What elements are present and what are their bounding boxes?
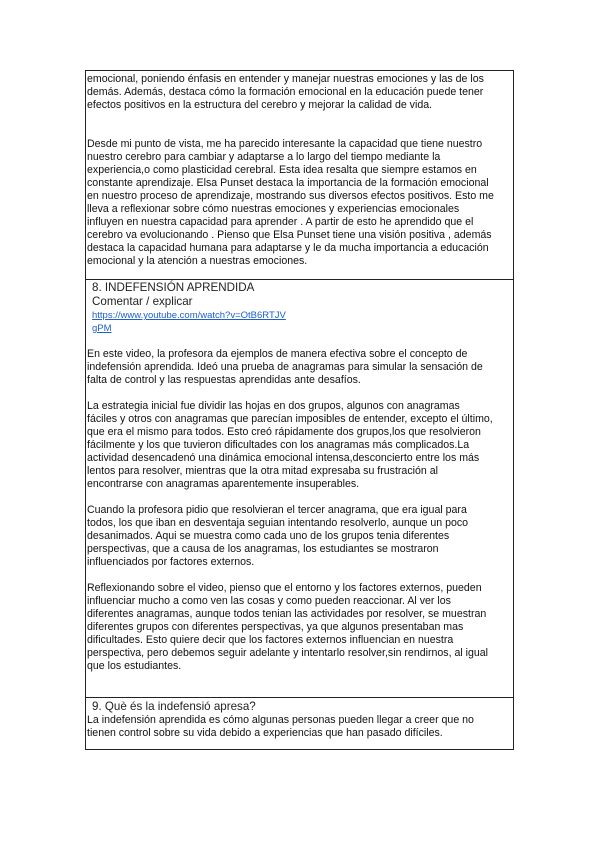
text-line: fácilmente y los que tuvieron dificultades con los anagramas más complicados.La — [87, 439, 470, 451]
text-line: demás. Además, destaca cómo la formación emocional en la educación puede tener — [87, 86, 484, 98]
text-line: lentos para resolver, mientras que la otra mitad expresaba su frustración al — [87, 465, 438, 477]
text-line: Reflexionando sobre el video, pienso que el entorno y los factores externos, pueden — [87, 582, 482, 594]
paragraph — [86, 73, 513, 112]
text-line: perspectiva, pero debemos seguir adelante y intentarlo resolver,sin rendirnos, al igual — [87, 647, 489, 659]
paragraph — [86, 400, 513, 491]
section-title: 9. Què és la indefensió apresa? — [92, 700, 256, 713]
text-line: todos, los que iban en desventaja seguian intentando resolverlo, aunque un poco — [87, 517, 469, 529]
text-line: dificultades. Esto quiere decir que los factores externos influencian en nuestra — [87, 634, 454, 646]
text-line: nuestro cerebro para cambiar y adaptarse a lo largo del tiempo mediante la — [87, 151, 441, 163]
text-line: Desde mi punto de vista, me ha parecido interesante la capacidad que tiene nuestro — [87, 138, 483, 150]
text-line: influenciados por factores externos. — [87, 556, 255, 568]
paragraph — [86, 504, 513, 569]
text-line: experiencia,o como plasticidad cerebral. Esta idea resalta que siempre estamos en — [87, 164, 477, 176]
text-line: cerebro va evolucionando . Pienso que Elsa Punset tiene una visión positiva , además — [87, 229, 492, 241]
text-line: emocional y la atención a nuestras emociones. — [87, 255, 308, 267]
text-line: falta de control y las respuestas aprendidas ante desafíos. — [87, 374, 361, 386]
text-line: perspectivas, que a causa de los anagramas, los estudiantes se mostraron — [87, 543, 439, 555]
text-line: desanimados. Aqui se muestra como cada uno de los grupos tenia diferentes — [87, 530, 450, 542]
text-line: efectos positivos en la estructura del cerebro y mejorar la calidad de vida. — [87, 99, 433, 111]
paragraph — [86, 348, 513, 387]
text-line: en nuestro proceso de aprendizaje, mostrando sus diversos efectos positivos. Esto me — [87, 190, 494, 202]
document-table — [85, 70, 514, 750]
video-link-line[interactable]: https://www.youtube.com/watch?v=OtB6RTJV — [92, 310, 286, 321]
text-line: destaca la capacidad humana para adaptarse y le da mucha importancia a educación — [87, 242, 489, 254]
text-line: diferentes grupos con diferentes perspectivas, ya que algunos presentaban mas — [87, 621, 464, 633]
text-line: constante aprendizaje. Elsa Punset destaca la importancia de la formación emocional — [87, 177, 489, 189]
text-line: Cuando la profesora pidio que resolvieran el tercer anagrama, que era igual para — [87, 504, 467, 516]
text-line: lleva a reflexionar sobre cómo nuestras emociones y experiencias emocionales — [87, 203, 460, 215]
text-line: actividad desencadenó una dinámica emocional intensa,desconcierto entre los más — [87, 452, 480, 464]
video-link[interactable] — [86, 309, 513, 335]
text-line: emocional, poniendo énfasis en entender y manejar nuestras emociones y las de los — [87, 73, 484, 85]
video-link-line[interactable]: gPM — [92, 323, 112, 334]
text-line: tienen control sobre su vida debido a experiencias que han pasado difíciles. — [87, 727, 443, 739]
section-subtitle: Comentar / explicar — [92, 295, 193, 308]
text-line: En este video, la profesora da ejemplos de manera efectiva sobre el concepto de — [87, 348, 468, 360]
paragraph — [86, 138, 513, 268]
text-line: La indefensión aprendida es cómo algunas personas pueden llegar a creer que no — [87, 714, 474, 726]
text-line: indefensión aprendida. Ideó una prueba de anagramas para simular la sensación de — [87, 361, 483, 373]
text-line: encontrarse con anagramas aparentemente insuperables. — [87, 478, 360, 490]
text-line: fáciles y otros con anagramas que parecían imposibles de entender, excepto el último, — [87, 413, 493, 425]
section-8-cell — [86, 279, 513, 699]
text-line: La estrategia inicial fue dividir las hojas en dos grupos, algunos con anagramas — [87, 400, 460, 412]
text-line: que era el mismo para todos. Esto creó rápidamente dos grupos,los que resolvieron — [87, 426, 481, 438]
section-9-cell — [86, 697, 513, 752]
section-7-cell — [86, 71, 513, 281]
text-line: influenciar mucho a como ven las cosas y como pueden reaccionar. Al ver los — [87, 595, 451, 607]
text-line: influyen en nuestra capacidad para aprender . A partir de esto he aprendido que el — [87, 216, 474, 228]
paragraph — [86, 714, 513, 740]
text-line: que los estudiantes. — [87, 660, 182, 672]
text-line: diferentes anagramas, aunque todos tenian las actividades por resolver, se muestran — [87, 608, 487, 620]
section-title: 8. INDEFENSIÓN APRENDIDA — [92, 281, 255, 294]
paragraph — [86, 582, 513, 673]
